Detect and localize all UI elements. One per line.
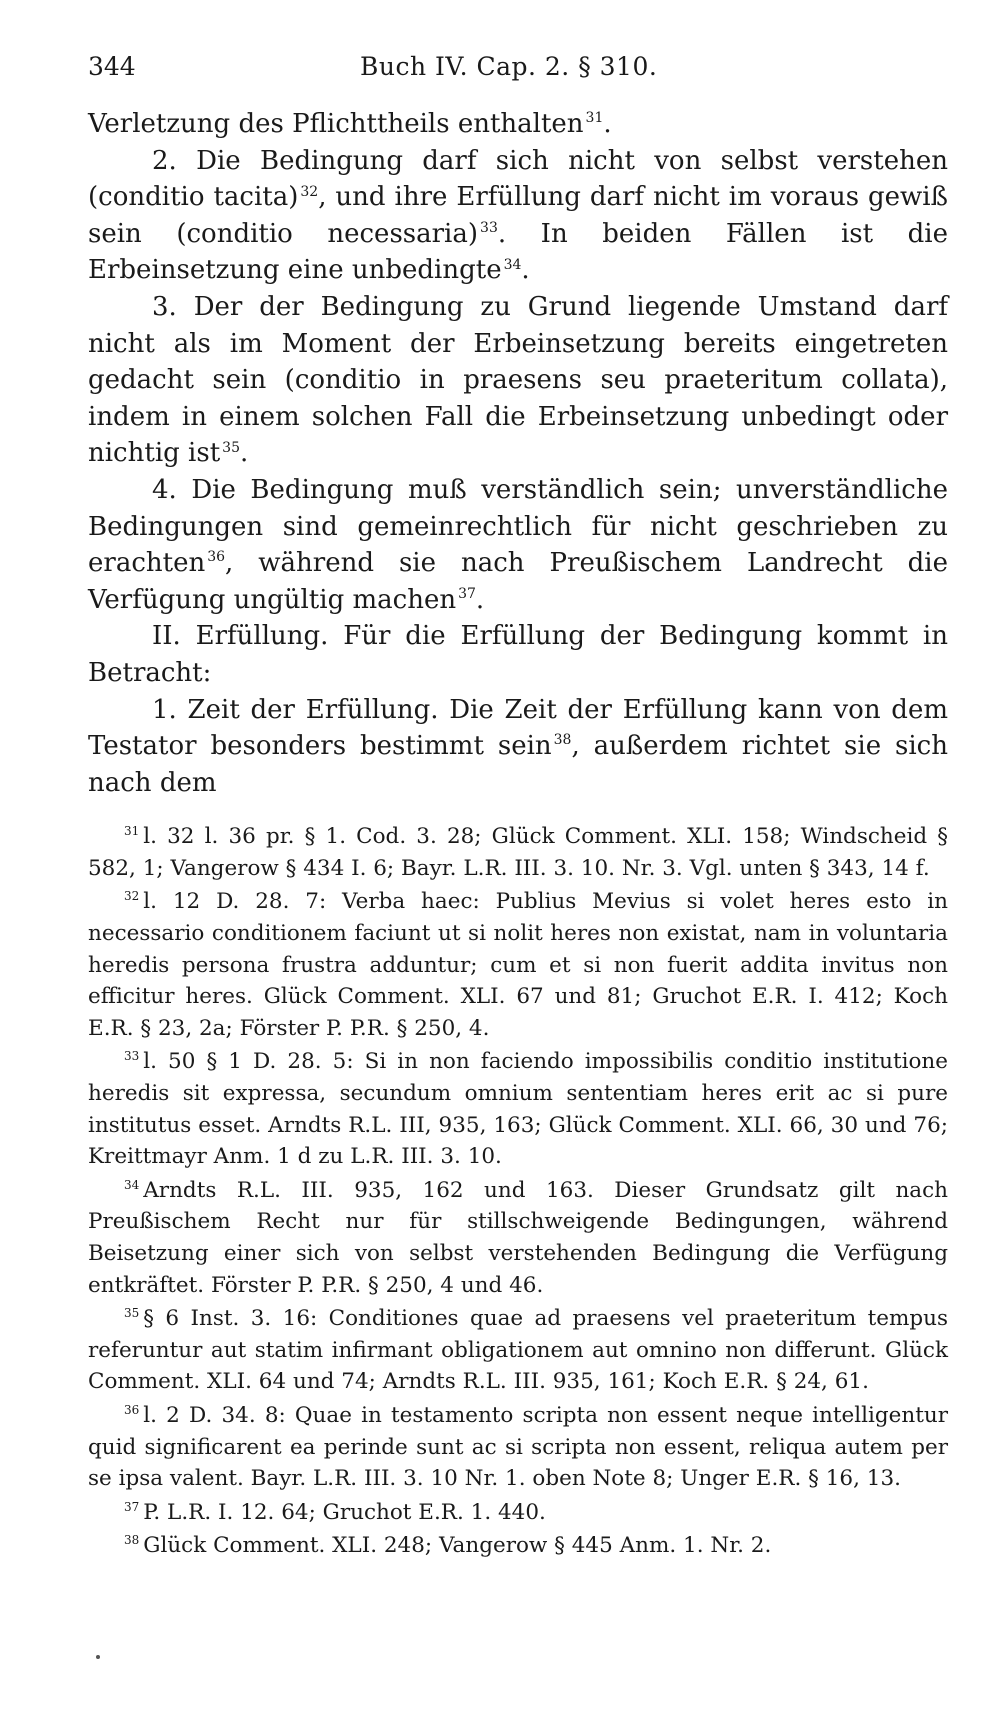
- footnote-ref-32: 32: [300, 183, 319, 200]
- main-text: [88, 106, 948, 801]
- footnote-number: 31: [124, 824, 140, 839]
- page-number: 344: [88, 52, 136, 81]
- footnote-ref-31: 31: [585, 110, 604, 127]
- footnote-38: [88, 1530, 948, 1562]
- paragraph-2: [88, 143, 948, 289]
- paragraph-2-text-c: . In beiden Fällen ist die Erbeinsetzung eine unbedingte: [88, 218, 948, 286]
- footnote-ref-37: 37: [458, 586, 476, 603]
- footnote-number: 38: [124, 1533, 140, 1548]
- footnote-number: 34: [124, 1177, 140, 1192]
- paragraph-4: [88, 472, 948, 618]
- footnote-35: [88, 1303, 948, 1398]
- paragraph-1: [88, 106, 948, 143]
- footnotes: [88, 821, 948, 1562]
- footnote-text: l. 12 D. 28. 7: Verba haec: Publius Mevius si volet heres esto in necessario conditionem faciunt ut si nolit heres non existat, nam in voluntaria heredis persona frustra adduntur; cum et si non fuerit addita invitus non efficitur heres. Glück Comment. XLI. 67 und 81; Gruchot E.R. I. 412; Koch E.R. § 23, 2a; Förster P. P.R. § 250, 4.: [88, 889, 948, 1041]
- footnote-text: Glück Comment. XLI. 248; Vangerow § 445 Anm. 1. Nr. 2.: [143, 1533, 772, 1559]
- footnote-34: [88, 1175, 948, 1301]
- footnote-number: 32: [124, 889, 140, 904]
- footnote-36: [88, 1400, 948, 1495]
- print-speck: [96, 1655, 100, 1659]
- footnote-text: § 6 Inst. 3. 16: Conditiones quae ad praesens vel praeteritum tempus referuntur aut statim infirmant obligationem aut omnino non differunt. Glück Comment. XLI. 64 und 74; Arndts R.L. III. 935, 161; Koch E.R. § 24, 61.: [88, 1306, 948, 1395]
- footnote-37: [88, 1497, 948, 1529]
- footnote-text: l. 32 l. 36 pr. § 1. Cod. 3. 28; Glück Comment. XLI. 158; Windscheid § 582, 1; Vangerow § 434 I. 6; Bayr. L.R. III. 3. 10. Nr. 3. Vgl. unten § 343, 14 f.: [88, 824, 948, 881]
- footnote-33: [88, 1046, 948, 1172]
- paragraph-3-end: .: [239, 438, 249, 469]
- paragraph-5: [88, 618, 948, 691]
- footnote-number: 33: [124, 1049, 140, 1064]
- paragraph-4-text-b: , während sie nach Preußischem Landrecht die Verfügung ungültig machen: [88, 548, 948, 615]
- paragraph-4-end: .: [475, 584, 485, 615]
- footnote-text: l. 2 D. 34. 8: Quae in testamento scripta non essent neque intelligentur quid significarent ea perinde sunt ac si scripta non essent, reliqua autem per se ipsa valent. Bayr. L.R. III. 3. 10 Nr. 1. oben Note 8; Unger E.R. § 16, 13.: [88, 1402, 948, 1492]
- paragraph-6-text-a: 1. Zeit der Erfüllung. Die Zeit der Erfüllung kann von dem Testator besonders bestimmt sein: [88, 694, 948, 762]
- paragraph-3: [88, 289, 948, 472]
- paragraph-2-end: .: [521, 255, 530, 286]
- paragraph-6: [88, 692, 948, 802]
- footnote-ref-38: 38: [553, 732, 572, 749]
- footnote-ref-34: 34: [503, 256, 522, 273]
- footnote-text: Arndts R.L. III. 935, 162 und 163. Dieser Grundsatz gilt nach Preußischem Recht nur für stillschweigende Bedingungen, während Beisetzung einer sich von selbst verstehenden Bedingung die Verfügung entkräftet. Förster P. P.R. § 250, 4 und 46.: [88, 1177, 948, 1298]
- paragraph-5-text: II. Erfüllung. Für die Erfüllung der Bedingung kommt in Betracht:: [88, 621, 948, 688]
- paragraph-3-text: 3. Der der Bedingung zu Grund liegende Umstand darf nicht als im Moment der Erbeinsetzung bereits eingetreten gedacht sein (conditio in praesens seu praeteritum collata), indem in einem solchen Fall die Erbeinsetzung unbedingt oder nichtig ist: [88, 291, 948, 469]
- paragraph-2-text-b: , und ihre Erfüllung darf nicht im voraus gewiß sein (conditio necessaria): [88, 182, 948, 249]
- footnote-ref-33: 33: [480, 220, 498, 237]
- footnote-ref-36: 36: [207, 549, 226, 566]
- footnote-ref-35: 35: [222, 439, 240, 456]
- running-head: Buch IV. Cap. 2. § 310.: [360, 52, 658, 81]
- paragraph-2-text-a: 2. Die Bedingung darf sich nicht von selbst verstehen (conditio tacita): [88, 145, 948, 213]
- footnote-32: [88, 886, 948, 1044]
- footnote-text: l. 50 § 1 D. 28. 5: Si in non faciendo impossibilis conditio institutione heredis sit expressa, secundum omnium sententiam heres erit ac si pure institutus esset. Arndts R.L. III, 935, 163; Glück Comment. XLI. 66, 30 und 76; Kreittmayr Anm. 1 d zu L.R. III. 3. 10.: [88, 1049, 948, 1170]
- paragraph-1-text: Verletzung des Pflichttheils enthalten: [88, 109, 584, 139]
- paragraph-1-end: .: [603, 109, 612, 139]
- page: [88, 52, 948, 1564]
- footnote-text: P. L.R. I. 12. 64; Gruchot E.R. 1. 440.: [143, 1499, 546, 1525]
- page-header: [88, 52, 948, 92]
- footnote-number: 35: [124, 1306, 140, 1321]
- footnote-number: 36: [124, 1402, 140, 1417]
- footnote-31: [88, 821, 948, 884]
- paragraph-4-text-a: 4. Die Bedingung muß verständlich sein; unverständliche Bedingungen sind gemeinrechtlich für nicht geschrieben zu erachten: [88, 474, 948, 579]
- paragraph-6-text-b: , außerdem richtet sie sich nach dem: [88, 731, 948, 798]
- footnote-number: 37: [124, 1499, 140, 1514]
